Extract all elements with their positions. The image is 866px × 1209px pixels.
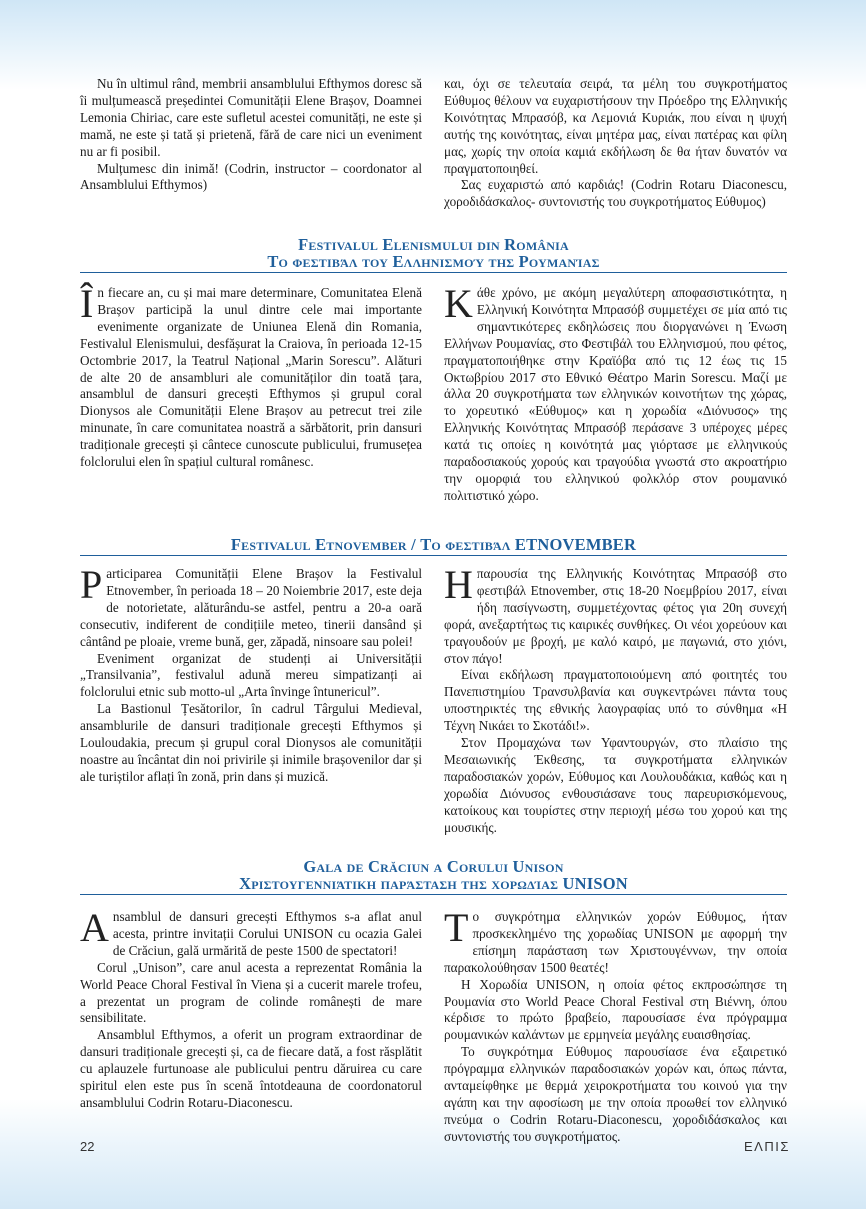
gala-gr-text-1: ο συγκρότημα ελληνικών χορών Εύθυμος, ήταν προσκεκλημένο της χορωδίας UNISON με αφορμή την επίσημη παράσταση των Χριστουγέννων, την οποία παρακολούθησαν 1500 θεατές! xyxy=(444,909,787,975)
gala-gr-paragraph-3: Το συγκρότημα Εύθυμος παρουσίασε ένα εξαιρετικό πρόγραμμα ελληνικών παραδοσιακών χορών και, όπως πάντα, ανταμείφθηκε με θερμά χειροκροτήματα του κοινού για την αγάπη και την αφοσίωση με την οποία προωθεί τον ελληνικό πνεύμα ο Codrin Rotaru-Diaconescu, χοροδιδάσκαλος και συντονιστής του συγκροτήματος. xyxy=(444,1044,787,1144)
festival-elenism-ro-column xyxy=(80,281,422,471)
gala-ro-column xyxy=(80,905,422,1112)
dropcap: A xyxy=(80,905,109,950)
etnovember-ro-text-1: articiparea Comunității Elene Brașov la Festivalul Etnovember, în perioada 18 – 20 Noiembrie 2017, este deja de notorietate, alăturându-se astfel, pentru a 20-a oară consecutiv, indiferent de condițiile meteo, tinerii dansând și cântând pe ploaie, vreme bună, ger, zăpadă, ninsoare sau polei! xyxy=(80,566,422,649)
etnovember-gr-column xyxy=(444,562,787,837)
gala-gr-paragraph-2: Η Χορωδία UNISON, η οποία φέτος εκπροσώπησε τη Ρουμανία στο World Peace Choral Festival στη Βιέννη, όπου κέρδισε το πρώτο βραβείο, παρουσίασε ένα πρόγραμμα ρουμανικών καλάντων με ερμηνεία μεγάλης ευαισθησίας. xyxy=(444,976,787,1043)
intro-gr-paragraph: και, όχι σε τελευταία σειρά, τα μέλη του συγκροτήματος Εύθυμος θέλουν να ευχαριστήσουν την Πρόεδρο της Ελληνικής Κοινότητας Μπρασόβ, κα Λεμονιά Κυριάκ, που είναι η ψυχή αυτής της κοινότητας, είναι μητέρα μας, είναι πατέρας και φίλη μας, χωρίς την οποία καμιά εκδήλωση δε θα ήταν δυνατόν να πραγματοποιηθεί. xyxy=(444,76,787,176)
intro-ro-column xyxy=(80,76,422,194)
gala-title xyxy=(80,858,787,895)
etnovember-gr-paragraph-2: Είναι εκδήλωση πραγματοποιούμενη από φοιτητές του Πανεπιστημίου Τρανσυλβανία και συγκεντρώνει πάντα τους υποστηρικτές της εθνικής λαογραφίας υπό το σύνθημα «Η Τέχνη Νικάει το Σκοτάδι!». xyxy=(444,667,787,734)
dropcap: Τ xyxy=(444,905,469,950)
etnovember-gr-text-1: παρουσία της Ελληνικής Κοινότητας Μπρασόβ στο φεστιβάλ Etnovember, στις 18-20 Νοεμβρίου 2017, είναι ήδη πασίγνωστη, συμμετέχοντας φέτος για 20η συνεχή φορά, ανεξαρτήτως τις καιρικές συνθήκες. Οι νέοι χορεύουν και τραγουδούν με βροχή, με καλό καιρό, με παγωνιά, στο χιόνι, στον πάγο! xyxy=(444,566,787,666)
dropcap: P xyxy=(80,562,103,607)
intro-gr-column xyxy=(444,76,787,211)
intro-ro-signature: Mulțumesc din inimă! (Codrin, instructor – coordonator al Ansamblului Efthymos) xyxy=(80,160,422,193)
gala-gr-paragraph-1 xyxy=(444,905,787,977)
festival-elenism-gr-paragraph xyxy=(444,281,787,505)
dropcap: Κ xyxy=(444,281,473,326)
magazine-name: ΕΛΠΙΣ xyxy=(744,1139,790,1154)
festival-elenism-ro-text: n fiecare an, cu și mai mare determinare, Comunitatea Elenă Brașov participă la unul dintre cele mai importante evenimente organizate de Uniunea Elenă din Romania, Festivalul Elenismului, desfășurat la Craiova, în perioada 12-15 Octombrie 2017, la Teatrul Național „Marin Sorescu”. Alături de alte 20 de ansambluri ale comunităților din toată țara, ansamblul de dansuri grecești Efthymos și grupul coral Dionysos ale Comunității Elene Brașov au petrecut trei zile minunate, în care comunitatea noastră a sărbătorit, prin dansuri tradiționale grecești și cântece cunoscute publicului, frumusețea folclorului elen în spațiul cultural românesc. xyxy=(80,285,422,470)
gala-gr-column xyxy=(444,905,787,1146)
intro-gr-signature: Σας ευχαριστώ από καρδιάς! (Codrin Rotaru Diaconescu, χοροδιδάσκαλος- συντονιστής του συγκροτήματος Εύθυμος) xyxy=(444,177,787,210)
etnovember-gr-paragraph-1 xyxy=(444,562,787,667)
page-number: 22 xyxy=(80,1139,95,1154)
etnovember-ro-paragraph-1 xyxy=(80,562,422,651)
gala-ro-paragraph-1 xyxy=(80,905,422,960)
festival-elenism-gr-text: άθε χρόνο, με ακόμη μεγαλύτερη αποφασιστικότητα, η Ελληνική Κοινότητα Μπρασόβ συμμετέχει σε μία από τις σημαντικότερες εκδηλώσεις που διοργανώνει η Ένωση Ελλήνων Ρουμανίας, στο Φεστιβάλ του Ελληνισμού, που φέτος, πραγματοποιήθηκε στην Κραϊόβα από τις 12 έως τις 15 Οκτωβρίου 2017 στο Εθνικό Θέατρο Marin Sorescu. Μαζί με άλλα 20 συγκροτήματα των ελληνικών κοινοτήτων της χώρας, το χορευτικό «Εύθυμος» και η χορωδία «Διόνυσος» της Ελληνικής Κοινότητας Μπρασόβ περάσανε 3 υπέροχες μέρες κατά τις οποίες η κοινότητά μας γιόρτασε με ελληνικούς παραδοσιακούς χορούς και τραγούδια γνωστά στο ακροατήριο την ομορφιά του ελληνικού φολκλόρ στον ρουμανικό πολιτιστικό χώρο. xyxy=(444,285,787,503)
etnovember-ro-paragraph-2: Eveniment organizat de studenți ai Universității „Transilvania”, festivalul adună mereu simpatizanți ai folclorului etnic sub motto-ul „Arta învinge întunericul”. xyxy=(80,650,422,700)
etnovember-title xyxy=(80,536,787,556)
etnovember-title-text: Festivalul Etnovember / Το φεστιβάλ ETNOVEMBER xyxy=(230,535,637,554)
etnovember-ro-paragraph-3: La Bastionul Țesătorilor, în cadrul Târgului Medieval, ansamblurile de dansuri tradiționale grecești Efthymos și Louloudakia, precum și grupul coral Dionysos ale comunității noastre au încântat din noi privirile și inimile brașovenilor dar și ale turiștilor aflați în zonă, prin dans și muzică. xyxy=(80,701,422,784)
gala-ro-text-1: nsamblul de dansuri grecești Efthymos s-a aflat anul acesta, printre invitații Corului UNISON cu ocazia Galei de Crăciun, gală urmărită de peste 1500 de spectatori! xyxy=(112,909,422,958)
festival-elenism-title-ro: Festivalul Elenismului din România xyxy=(298,235,569,254)
gala-title-gr: Χριστουγεννιάτικη παράσταση της χορωδίας UNISON xyxy=(239,874,628,893)
festival-elenism-ro-paragraph xyxy=(80,281,422,471)
etnovember-ro-column xyxy=(80,562,422,786)
etnovember-gr-paragraph-3: Στον Προμαχώνα των Υφαντουργών, στο πλαίσιο της Μεσαιωνικής Έκθεσης, τα συγκροτήματα ελληνικών παραδοσιακών χορών, Εύθυμος και Λουλουδάκια, καθώς και η χορωδία Διόνυσος ενθουσιάσανε τους παρευρισκόμενους, κατοίκους και τουρίστες στην περιοχή μέσω του χορού και της μουσικής. xyxy=(444,735,787,835)
festival-elenism-gr-column xyxy=(444,281,787,505)
dropcap: Η xyxy=(444,562,473,607)
dropcap: Î xyxy=(80,281,94,326)
festival-elenism-title xyxy=(80,236,787,273)
intro-ro-paragraph: Nu în ultimul rând, membrii ansamblului Efthymos doresc să îi mulțumească președintei Comunității Elene Brașov, Doamnei Lemonia Chiriac, care este sufletul acestei comunități, ne este și mamă, ne este și tată și prietenă, fără de care nici un eveniment nu ar fi posibil. xyxy=(80,76,422,159)
gala-ro-paragraph-2: Corul „Unison”, care anul acesta a reprezentat România la World Peace Choral Festival în Viena și a cucerit marele trofeu, a prezentat un program de colinde românești de mare sensibilitate. xyxy=(80,959,422,1026)
gala-ro-paragraph-3: Ansamblul Efthymos, a oferit un program extraordinar de dansuri tradiționale grecești și, ca de fiecare dată, a fost răsplătit cu aplauzele furtunoase ale publicului pentru dăruirea cu care spiritul elen este pus în scenă întotdeauna de coordonatorul ansamblului Codrin Rotaru-Diaconescu. xyxy=(80,1027,422,1110)
festival-elenism-title-gr: Το φεστιβάλ του Ελληνισμού της Ρουμανίας xyxy=(267,252,600,271)
gala-title-ro: Gala de Crăciun a Corului Unison xyxy=(303,857,564,876)
